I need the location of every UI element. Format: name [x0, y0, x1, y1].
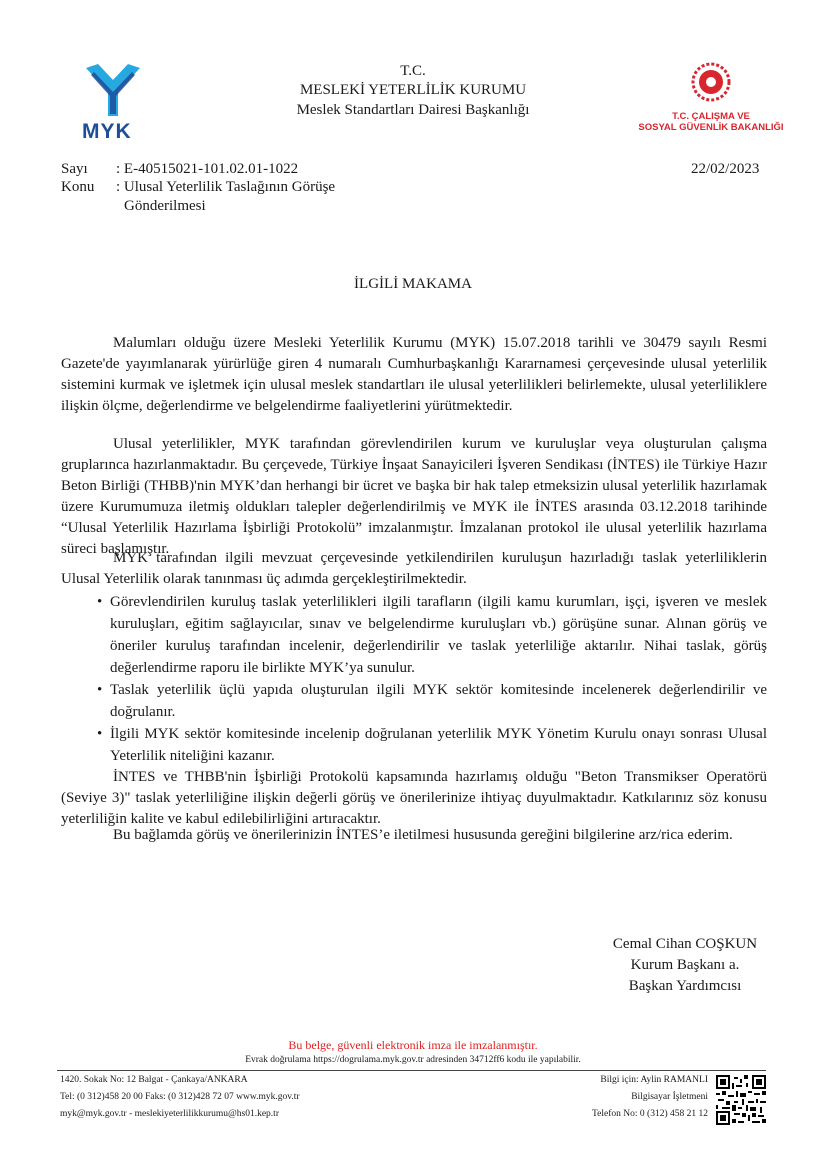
- ministry-emblem-icon: [691, 62, 731, 106]
- e-signature-notice: Bu belge, güvenli elektronik imza ile imzalanmıştır.: [288, 1038, 538, 1052]
- bullet-item-1: [97, 591, 767, 679]
- signature-name: Cemal Cihan COŞKUN: [612, 936, 758, 952]
- konu-label: Konu: [61, 179, 95, 195]
- konu-value-line2: Gönderilmesi: [124, 198, 206, 214]
- sayi-value: : E-40515021-101.02.01-1022: [116, 161, 299, 177]
- ministry-name-line1: T.C. ÇALIŞMA VE: [672, 111, 750, 122]
- footer-contact: Bilgi için: Aylin RAMANLI: [600, 1075, 708, 1085]
- header-institution: MESLEKİ YETERLİLİK KURUMU: [299, 82, 527, 98]
- bullet-item-3: [97, 723, 767, 767]
- signature-title-1: Kurum Başkanı a.: [630, 957, 740, 973]
- bullet-text: İlgili MYK sektör komitesinde incelenip doğrulanan yeterlilik MYK Yönetim Kurulu onayı sonrası Ulusal Yeterlilik niteliğini kazanır.: [110, 726, 767, 764]
- myk-emblem-icon: [80, 62, 146, 120]
- verification-note: Evrak doğrulama https://dogrulama.myk.gov.tr adresinden 34712ff6 kodu ile yapılabilir.: [245, 1055, 581, 1065]
- footer-role: Bilgisayar İşletmeni: [631, 1092, 708, 1102]
- signature-title-2: Başkan Yardımcısı: [628, 978, 742, 994]
- bullet-text: Taslak yeterlilik üçlü yapıda oluşturulan ilgili MYK sektör komitesinde incelenerek değerlendirilir ve doğrulanır.: [110, 682, 767, 720]
- ministry-name-line2: SOSYAL GÜVENLİK BAKANLIĞI: [638, 122, 784, 133]
- bullet-icon: •: [97, 682, 103, 698]
- paragraph-3: MYK tarafından ilgili mevzuat çerçevesinde yetkilendirilen kuruluşun hazırladığı taslak yeterliliklerin Ulusal Yeterlilik olarak tanınması üç adımda gerçekleştirilmektedir.: [61, 550, 767, 587]
- footer-address: 1420. Sokak No: 12 Balgat - Çankaya/ANKARA: [60, 1075, 248, 1085]
- qr-code-icon: [716, 1075, 766, 1125]
- addressee-title: İLGİLİ MAKAMA: [354, 276, 472, 292]
- paragraph-2: Ulusal yeterlilikler, MYK tarafından görevlendirilen kurum ve kuruluşlar veya oluşturulan çalışma gruplarınca hazırlanmaktadır. Bu çerçevede, Türkiye İnşaat Sanayicileri İşveren Sendikası (İNTES) ile Türkiye Hazır Beton Birliği (THBB)'nin MYK’dan herhangi bir ücret ve başka bir hak talep etmeksizin ulusal yeterlilik hazırlamak üzere Kurumumuza iletmiş oldukları talepler değerlendirilmiş ve MYK ile İNTES arasında 03.12.2018 tarihinde “Ulusal Yeterlilik Hazırlama İşbirliği Protokolü” imzalanmıştır. İmzalanan protokol ile ulusal yeterlilik hazırlama süreci başlamıştır.: [61, 436, 767, 557]
- konu-value-line1: : Ulusal Yeterlilik Taslağının Görüşe: [116, 179, 336, 195]
- myk-logo: [80, 62, 146, 142]
- paragraph-5: Bu bağlamda görüş ve önerilerinizin İNTES’e iletilmesi hususunda gereğini bilgilerine arz/rica ederim.: [113, 827, 733, 843]
- footer-contact-phone: Telefon No: 0 (312) 458 21 12: [592, 1109, 708, 1119]
- bullet-text: Görevlendirilen kuruluş taslak yeterlilikleri ilgili tarafların (ilgili kamu kurumları, işçi, işveren ve meslek kuruluşları, eğitim sağlayıcılar, sınav ve belgelendirme kuruluşları vb.) görüşüne sunar. Alınan görüş ve öneriler kuruluş tarafından incelenir, değerlendirilir ve taslak yeterliliğe aktarılır. Nihai taslak, görüş değerlendirme raporu ile birlikte MYK’ya sunulur.: [110, 594, 767, 676]
- bullet-icon: •: [97, 594, 103, 610]
- ministry-logo: [636, 62, 786, 138]
- myk-logo-text: MYK: [82, 120, 132, 143]
- sayi-label: Sayı: [61, 161, 88, 177]
- footer-email: myk@myk.gov.tr - meslekiyeterlilikkurumu@hs01.kep.tr: [60, 1109, 279, 1119]
- footer-phone: Tel: (0 312)458 20 00 Faks: (0 312)428 72 07 www.myk.gov.tr: [60, 1092, 300, 1102]
- header-department: Meslek Standartları Dairesi Başkanlığı: [296, 102, 530, 118]
- header-tc: T.C.: [400, 63, 426, 79]
- paragraph-4: İNTES ve THBB'nin İşbirliği Protokolü kapsamında hazırlamış olduğu "Beton Transmikser Operatörü (Seviye 3)" taslak yeterliliğine ilişkin değerli görüş ve önerilerinize ihtiyaç duyulmaktadır. Katkılarınız söz konusu yeterliliğin kalite ve kabul edilebilirliğini artıracaktır.: [61, 769, 767, 827]
- bullet-item-2: [97, 679, 767, 723]
- bullet-icon: •: [97, 726, 103, 742]
- paragraph-1: Malumları olduğu üzere Mesleki Yeterlilik Kurumu (MYK) 15.07.2018 tarihli ve 30479 sayılı Resmi Gazete'de yayımlanarak yürürlüğe giren 4 numaralı Cumhurbaşkanlığı Kararnamesi çerçevesinde ulusal yeterlilik sistemini kurmak ve işletmek için ulusal meslek standartları ile ulusal yeterlilikleri belirlemekte, ulusal yeterliliklere ilişkin ölçme, değerlendirme ve belgelendirme faaliyetlerini yürütmektedir.: [61, 335, 767, 414]
- footer-divider: [57, 1070, 766, 1071]
- document-date: 22/02/2023: [691, 161, 760, 177]
